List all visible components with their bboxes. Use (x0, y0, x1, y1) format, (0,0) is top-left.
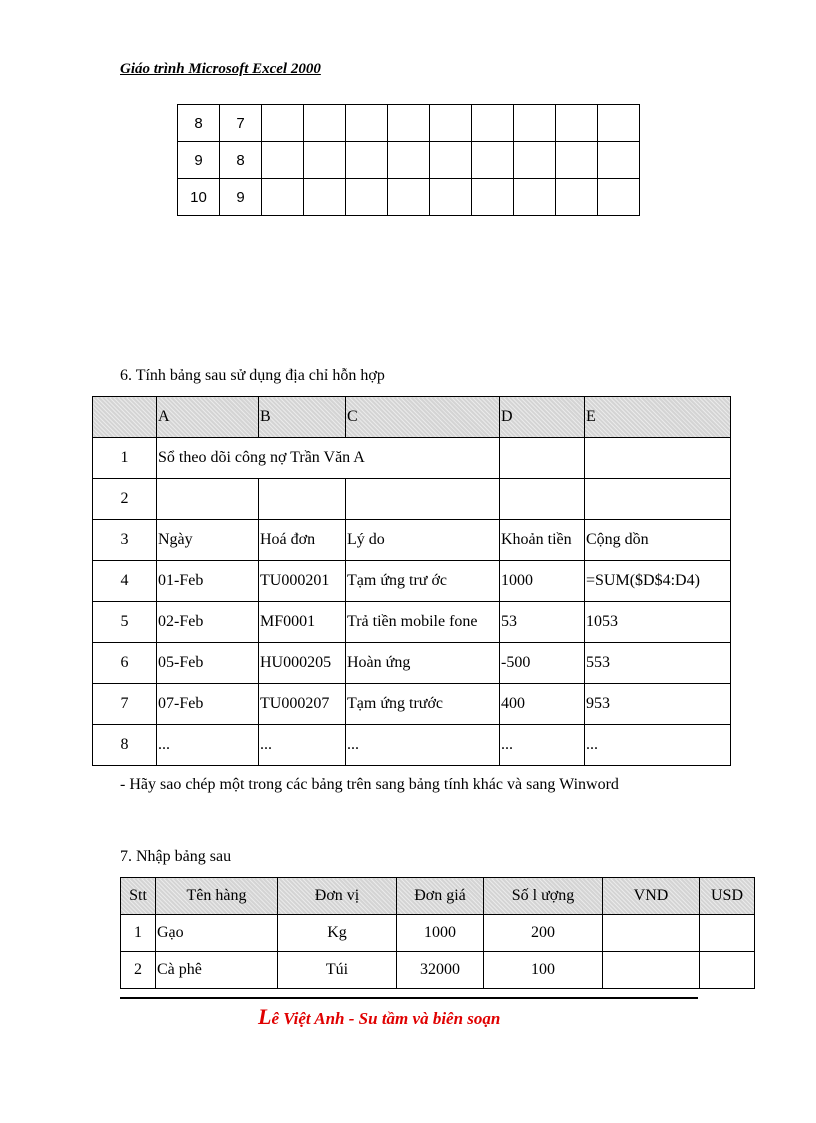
header-row (121, 878, 755, 915)
table-cell: Cà phê (156, 952, 278, 989)
number-table (177, 104, 640, 216)
column-header: VND (603, 878, 700, 915)
table-row (178, 179, 640, 216)
table-cell: 32000 (397, 952, 484, 989)
footer-text: ê Việt Anh - Su tầm và biên soạn (271, 1009, 501, 1028)
table-row (93, 643, 731, 684)
table-row (178, 142, 640, 179)
table-cell: Trả tiền mobile fone (346, 602, 500, 643)
row-number: 6 (93, 643, 157, 684)
table-cell: 1000 (397, 915, 484, 952)
table-row (93, 684, 731, 725)
table-cell: 553 (585, 643, 731, 684)
column-header: Tên hàng (156, 878, 278, 915)
table-cell: Tạm ứng trư ớc (346, 561, 500, 602)
formula-cell: =SUM($D$4:D4) (585, 561, 731, 602)
table-cell: 07-Feb (157, 684, 259, 725)
table-cell: ... (500, 725, 585, 766)
table-cell: Hoàn ứng (346, 643, 500, 684)
row-number: 7 (93, 684, 157, 725)
footer-divider (120, 997, 698, 999)
table-cell: 1 (121, 915, 156, 952)
table-cell: Túi (278, 952, 397, 989)
table-cell: 7 (220, 105, 262, 142)
row-number: 8 (93, 725, 157, 766)
row-number: 5 (93, 602, 157, 643)
table-cell: 100 (484, 952, 603, 989)
table-cell: 953 (585, 684, 731, 725)
table-cell: ... (585, 725, 731, 766)
table-cell: 1053 (585, 602, 731, 643)
table-cell: Khoản tiền (500, 520, 585, 561)
table-cell: 01-Feb (157, 561, 259, 602)
table-cell: 400 (500, 684, 585, 725)
table-cell: 200 (484, 915, 603, 952)
table-cell: 8 (220, 142, 262, 179)
table-row (93, 479, 731, 520)
table-cell: 05-Feb (157, 643, 259, 684)
column-header: D (500, 397, 585, 438)
section-6-title: 6. Tính bảng sau sử dụng địa chỉ hỗn hợp (120, 367, 385, 384)
table-cell: Gạo (156, 915, 278, 952)
row-number: 1 (93, 438, 157, 479)
table-cell: TU000201 (259, 561, 346, 602)
table-cell: -500 (500, 643, 585, 684)
footer-initial: L (258, 1004, 272, 1029)
table-cell: 9 (178, 142, 220, 179)
table-cell: Cộng dồn (585, 520, 731, 561)
table-cell: Kg (278, 915, 397, 952)
section-7-title: 7. Nhập bảng sau (120, 848, 232, 865)
column-header: USD (700, 878, 755, 915)
table-row (93, 561, 731, 602)
table-cell: ... (157, 725, 259, 766)
sheet-title-cell: Sổ theo dõi công nợ Trần Văn A (157, 438, 500, 479)
footer-credit (258, 1004, 500, 1030)
table-cell: 9 (220, 179, 262, 216)
row-number: 3 (93, 520, 157, 561)
column-header: Đơn giá (397, 878, 484, 915)
spreadsheet-table (92, 396, 731, 766)
column-header: C (346, 397, 500, 438)
column-header-row (93, 397, 731, 438)
table-row (121, 915, 755, 952)
product-table (120, 877, 755, 989)
table-row (93, 520, 731, 561)
row-number: 2 (93, 479, 157, 520)
table-cell: ... (259, 725, 346, 766)
table-row (93, 602, 731, 643)
table-cell: ... (346, 725, 500, 766)
corner-cell (93, 397, 157, 438)
table-cell: Ngày (157, 520, 259, 561)
row-number: 4 (93, 561, 157, 602)
table-cell: 53 (500, 602, 585, 643)
column-header: Số l ượng (484, 878, 603, 915)
page-header-title: Giáo trình Microsoft Excel 2000 (120, 61, 321, 77)
table-cell: 8 (178, 105, 220, 142)
table-cell: Lý do (346, 520, 500, 561)
table-cell: 1000 (500, 561, 585, 602)
table-row (121, 952, 755, 989)
column-header: A (157, 397, 259, 438)
column-header: Stt (121, 878, 156, 915)
table-row (93, 725, 731, 766)
section-6-note: - Hãy sao chép một trong các bảng trên sang bảng tính khác và sang Winword (120, 776, 619, 793)
table-cell: 10 (178, 179, 220, 216)
column-header: B (259, 397, 346, 438)
table-row (178, 105, 640, 142)
column-header: Đơn vị (278, 878, 397, 915)
table-cell: Tạm ứng trước (346, 684, 500, 725)
table-cell: HU000205 (259, 643, 346, 684)
table-cell: MF0001 (259, 602, 346, 643)
table-cell: 02-Feb (157, 602, 259, 643)
table-cell: Hoá đơn (259, 520, 346, 561)
table-row (93, 438, 731, 479)
table-cell: TU000207 (259, 684, 346, 725)
column-header: E (585, 397, 731, 438)
table-cell: 2 (121, 952, 156, 989)
